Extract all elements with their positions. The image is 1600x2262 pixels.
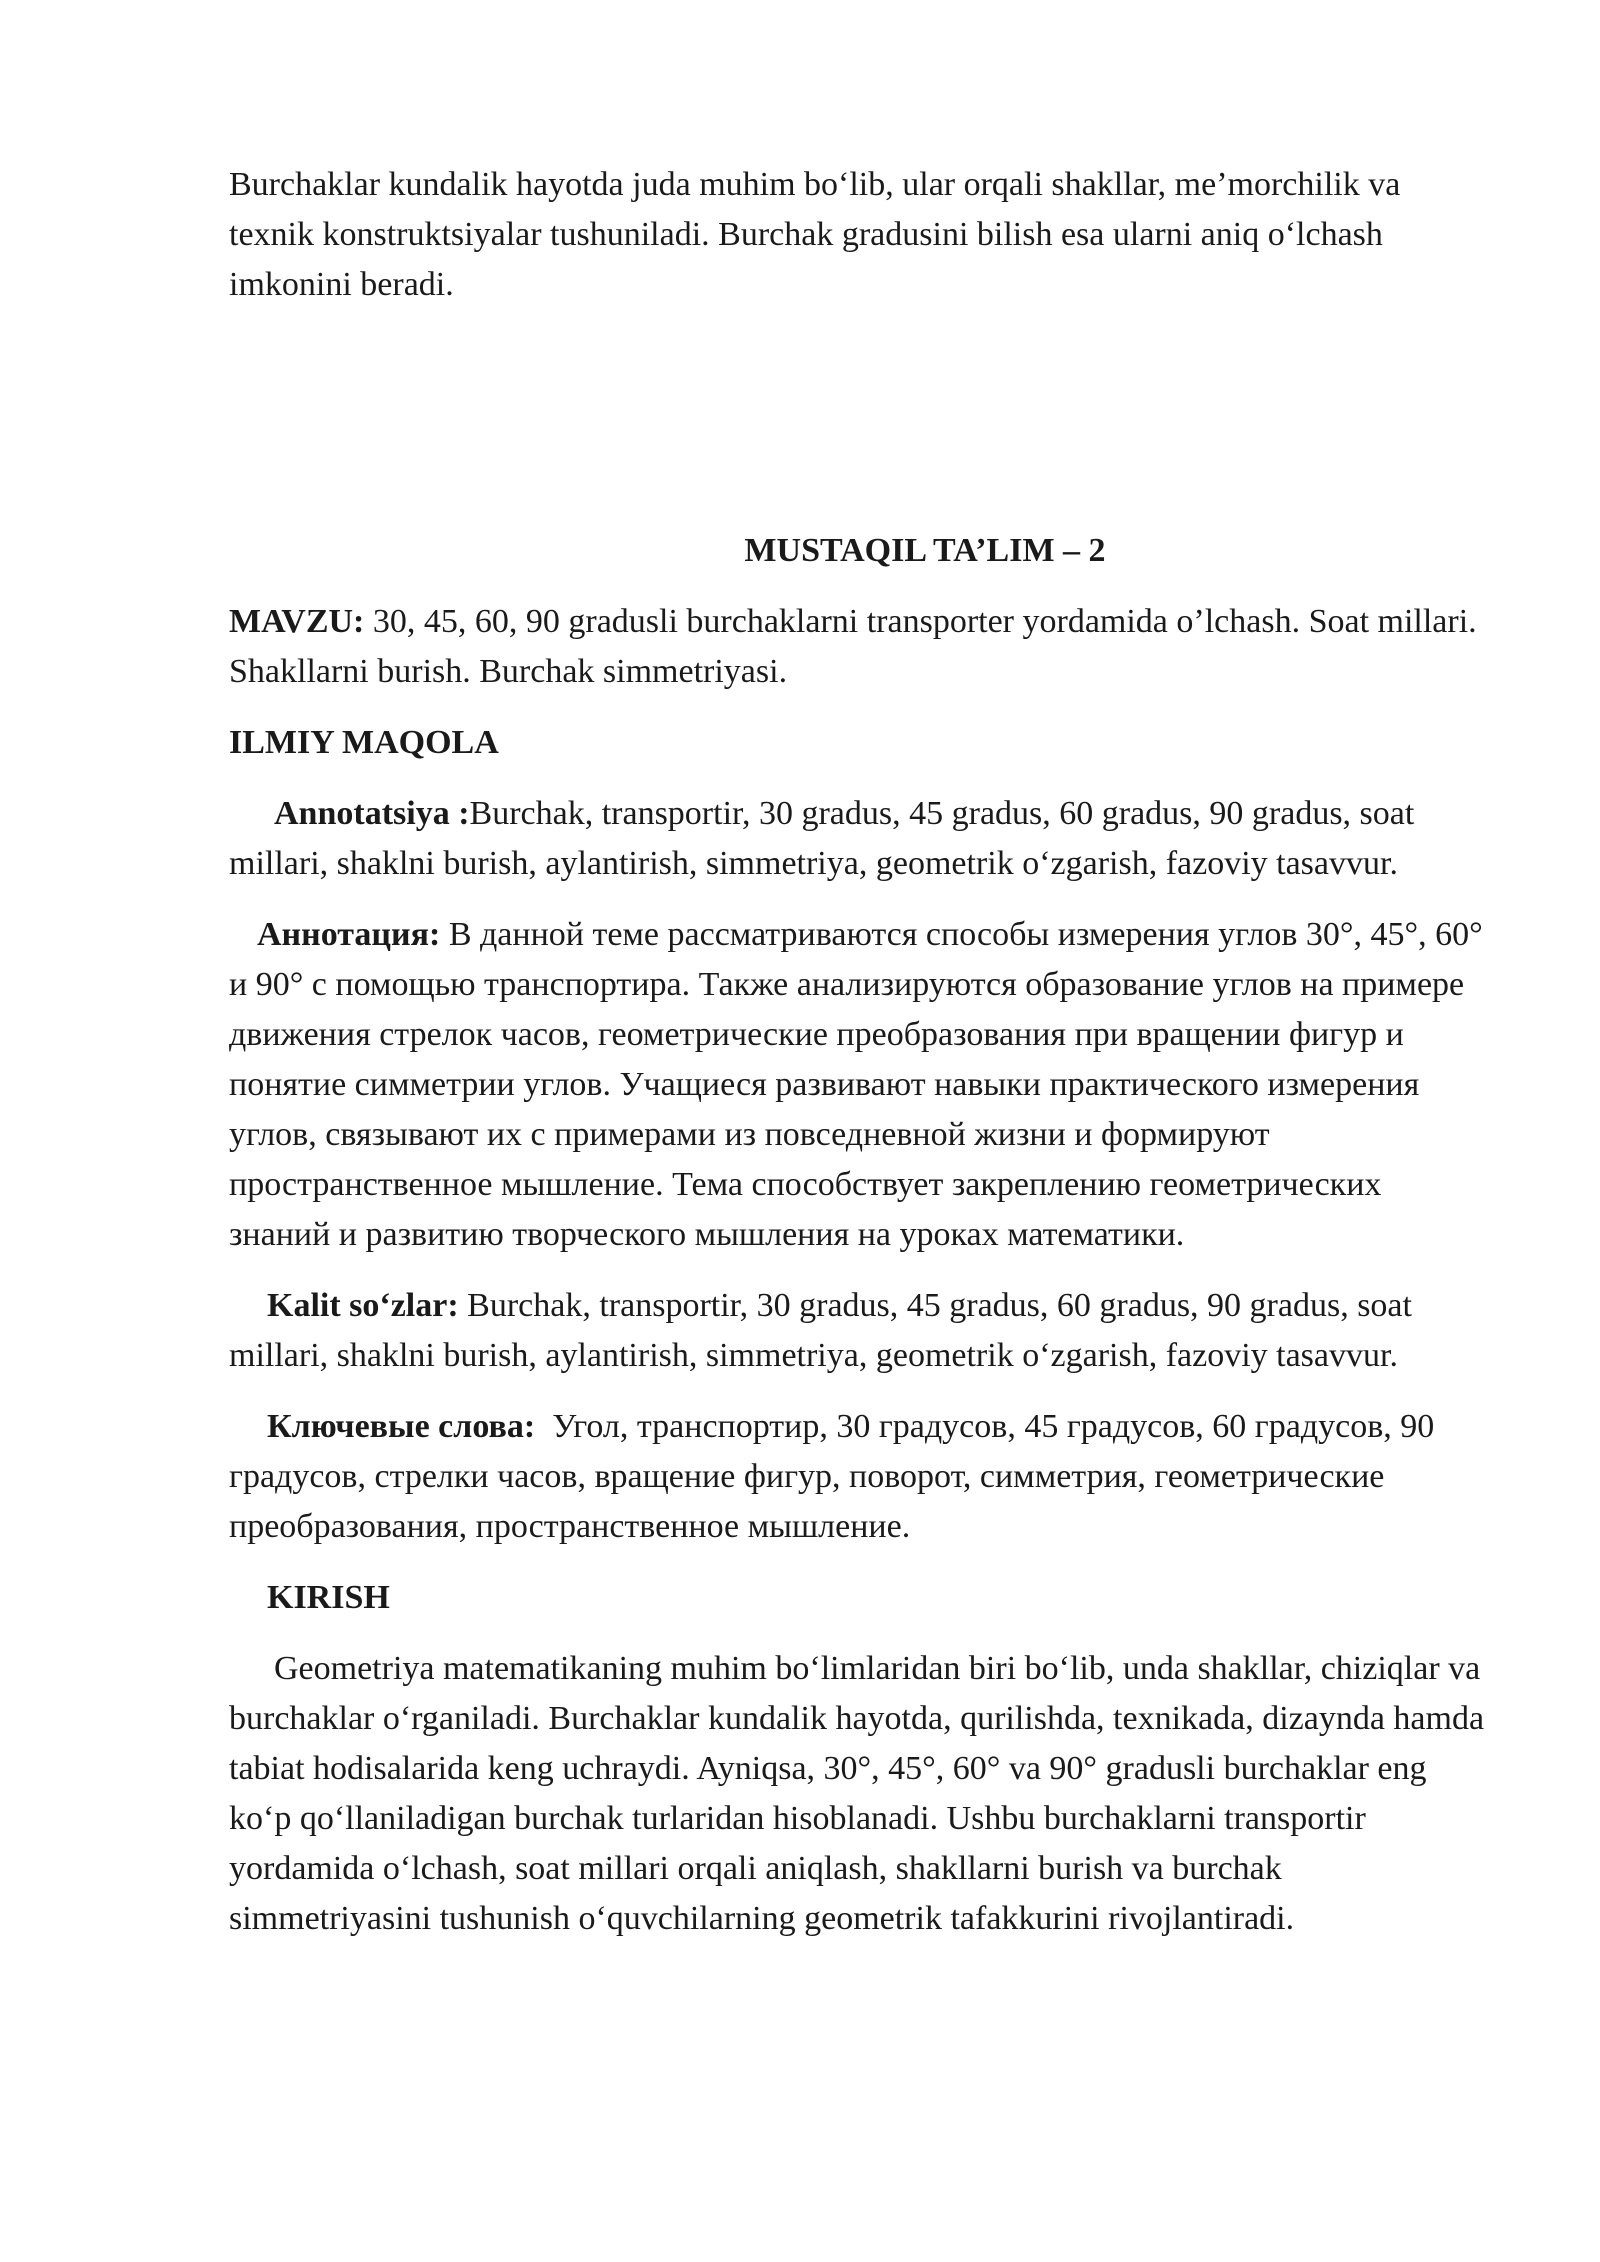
keywords-uz-paragraph — [229, 1281, 1491, 1381]
annotation-uz-paragraph — [229, 789, 1491, 889]
section-title: MUSTAQIL TA’LIM – 2 — [744, 532, 1106, 569]
keywords-ru-paragraph — [229, 1402, 1491, 1552]
introduction-heading: KIRISH — [267, 1579, 390, 1616]
document-page — [229, 160, 1491, 1944]
annotation-uz-text: Burchak, transportir, 30 gradus, 45 gradus, 60 gradus, 90 gradus, soat millari, shaklni burish, aylantirish, simmetriya, geometrik o‘zgarish, fazoviy tasavvur. — [229, 795, 1415, 882]
introduction-paragraph: Geometriya matematikaning muhim bo‘limlaridan biri bo‘lib, unda shakllar, chiziqlar va burchaklar o‘rganiladi. Burchaklar kundalik hayotda, qurilishda, texnikada, dizaynda hamda tabiat hodisalarida keng uchraydi. Ayniqsa, 30°, 45°, 60° va 90° gradusli burchaklar eng ko‘p qo‘llaniladigan burchak turlaridan hisoblanadi. Ushbu burchaklarni transportir yordamida o‘lchash, soat millari orqali aniqlash, shakllarni burish va burchak simmetriyasini tushunish o‘quvchilarning geometrik tafakkurini rivojlantiradi. — [229, 1650, 1485, 1937]
annotation-uz-label: Annotatsiya : — [274, 795, 470, 832]
keywords-uz-text: Burchak, transportir, 30 gradus, 45 gradus, 60 gradus, 90 gradus, soat millari, shaklni burish, aylantirish, simmetriya, geometrik o‘zgarish, fazoviy tasavvur. — [229, 1287, 1412, 1374]
topic-label: MAVZU: — [229, 603, 365, 640]
keywords-ru-label: Ключевые слова: — [267, 1408, 536, 1445]
article-heading: ILMIY MAQOLA — [229, 724, 499, 761]
annotation-ru-text: В данной теме рассматриваются способы измерения углов 30°, 45°, 60° и 90° с помощью транспортира. Также анализируются образование углов на примере движения стрелок часов, геометрические преобразования при вращении фигур и понятие симметрии углов. Учащиеся развивают навыки практического измерения углов, связывают их с примерами из повседневной жизни и формируют пространственное мышление. Тема способствует закреплению геометрических знаний и развитию творческого мышления на уроках математики. — [229, 916, 1483, 1253]
annotation-ru-label: Аннотация: — [257, 916, 441, 953]
keywords-ru-text: Угол, транспортир, 30 градусов, 45 градусов, 60 градусов, 90 градусов, стрелки часов, вращение фигур, поворот, симметрия, геометрические преобразования, пространственное мышление. — [229, 1408, 1443, 1545]
topic-text: 30, 45, 60, 90 gradusli burchaklarni transporter yordamida o’lchash. Soat millari. Shakllarni burish. Burchak simmetriyasi. — [229, 603, 1477, 690]
topic-paragraph — [229, 597, 1491, 697]
annotation-ru-paragraph — [229, 910, 1491, 1260]
intro-paragraph: Burchaklar kundalik hayotda juda muhim bo‘lib, ular orqali shakllar, me’morchilik va texnik konstruktsiyalar tushuniladi. Burchak gradusini bilish esa ularni aniq o‘lchash imkonini beradi. — [229, 166, 1401, 303]
keywords-uz-label: Kalit so‘zlar: — [267, 1287, 459, 1324]
